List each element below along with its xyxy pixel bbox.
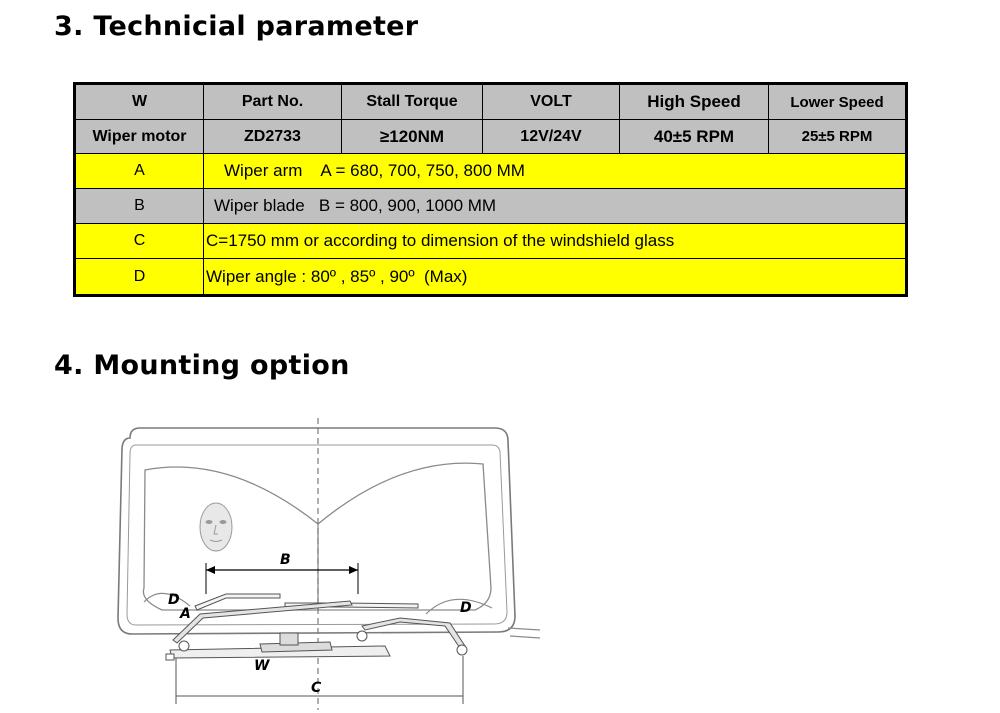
cell-part-no: ZD2733 — [204, 120, 342, 153]
windshield-inner — [127, 445, 507, 625]
header-cell-volt: VOLT — [483, 85, 620, 119]
glass-right — [318, 463, 491, 610]
cell-stall-torque: ≥120NM — [342, 120, 483, 153]
cell-high-speed: 40±5 RPM — [620, 120, 769, 153]
row-value-a: Wiper arm A = 680, 700, 750, 800 MM — [204, 154, 905, 188]
header-cell-stall-torque: Stall Torque — [342, 85, 483, 119]
label-w: W — [254, 658, 270, 674]
table-row-a — [76, 154, 905, 188]
wiper-motor-box — [280, 633, 298, 645]
row-key-a: A — [76, 154, 204, 188]
table-row-d — [76, 259, 905, 294]
row-key-d: D — [76, 259, 204, 294]
header-cell-part-no: Part No. — [204, 85, 342, 119]
row-key-c: C — [76, 224, 204, 258]
cell-lower-speed: 25±5 RPM — [769, 120, 905, 153]
header-cell-high-speed: High Speed — [620, 85, 769, 119]
header-cell-lower-speed: Lower Speed — [769, 85, 905, 119]
cell-volt: 12V/24V — [483, 120, 620, 153]
row-key-b: B — [76, 189, 204, 223]
section-4-title: 4. Mounting option — [54, 350, 350, 381]
table-header-row — [76, 85, 905, 119]
glass-left — [143, 467, 318, 610]
wiper-blade-left — [195, 594, 280, 610]
cell-wiper-motor: Wiper motor — [76, 120, 204, 153]
table-row-b — [76, 189, 905, 223]
label-b: B — [280, 552, 291, 568]
label-c: C — [311, 680, 322, 696]
mounting-diagram — [100, 418, 545, 710]
parameter-table — [73, 82, 908, 297]
face-icon — [200, 503, 232, 551]
header-cell-w: W — [76, 85, 204, 119]
label-d-left: D — [168, 592, 180, 608]
table-row-c — [76, 224, 905, 258]
label-a: A — [180, 606, 191, 622]
label-d-right: D — [460, 600, 472, 616]
table-row-motor — [76, 120, 905, 153]
section-3-title: 3. Technicial parameter — [54, 11, 419, 42]
row-value-d: Wiper angle : 80º , 85º , 90º (Max) — [204, 259, 905, 294]
row-value-b: Wiper blade B = 800, 900, 1000 MM — [204, 189, 905, 223]
row-value-c: C=1750 mm or according to dimension of the windshield glass — [204, 224, 905, 258]
